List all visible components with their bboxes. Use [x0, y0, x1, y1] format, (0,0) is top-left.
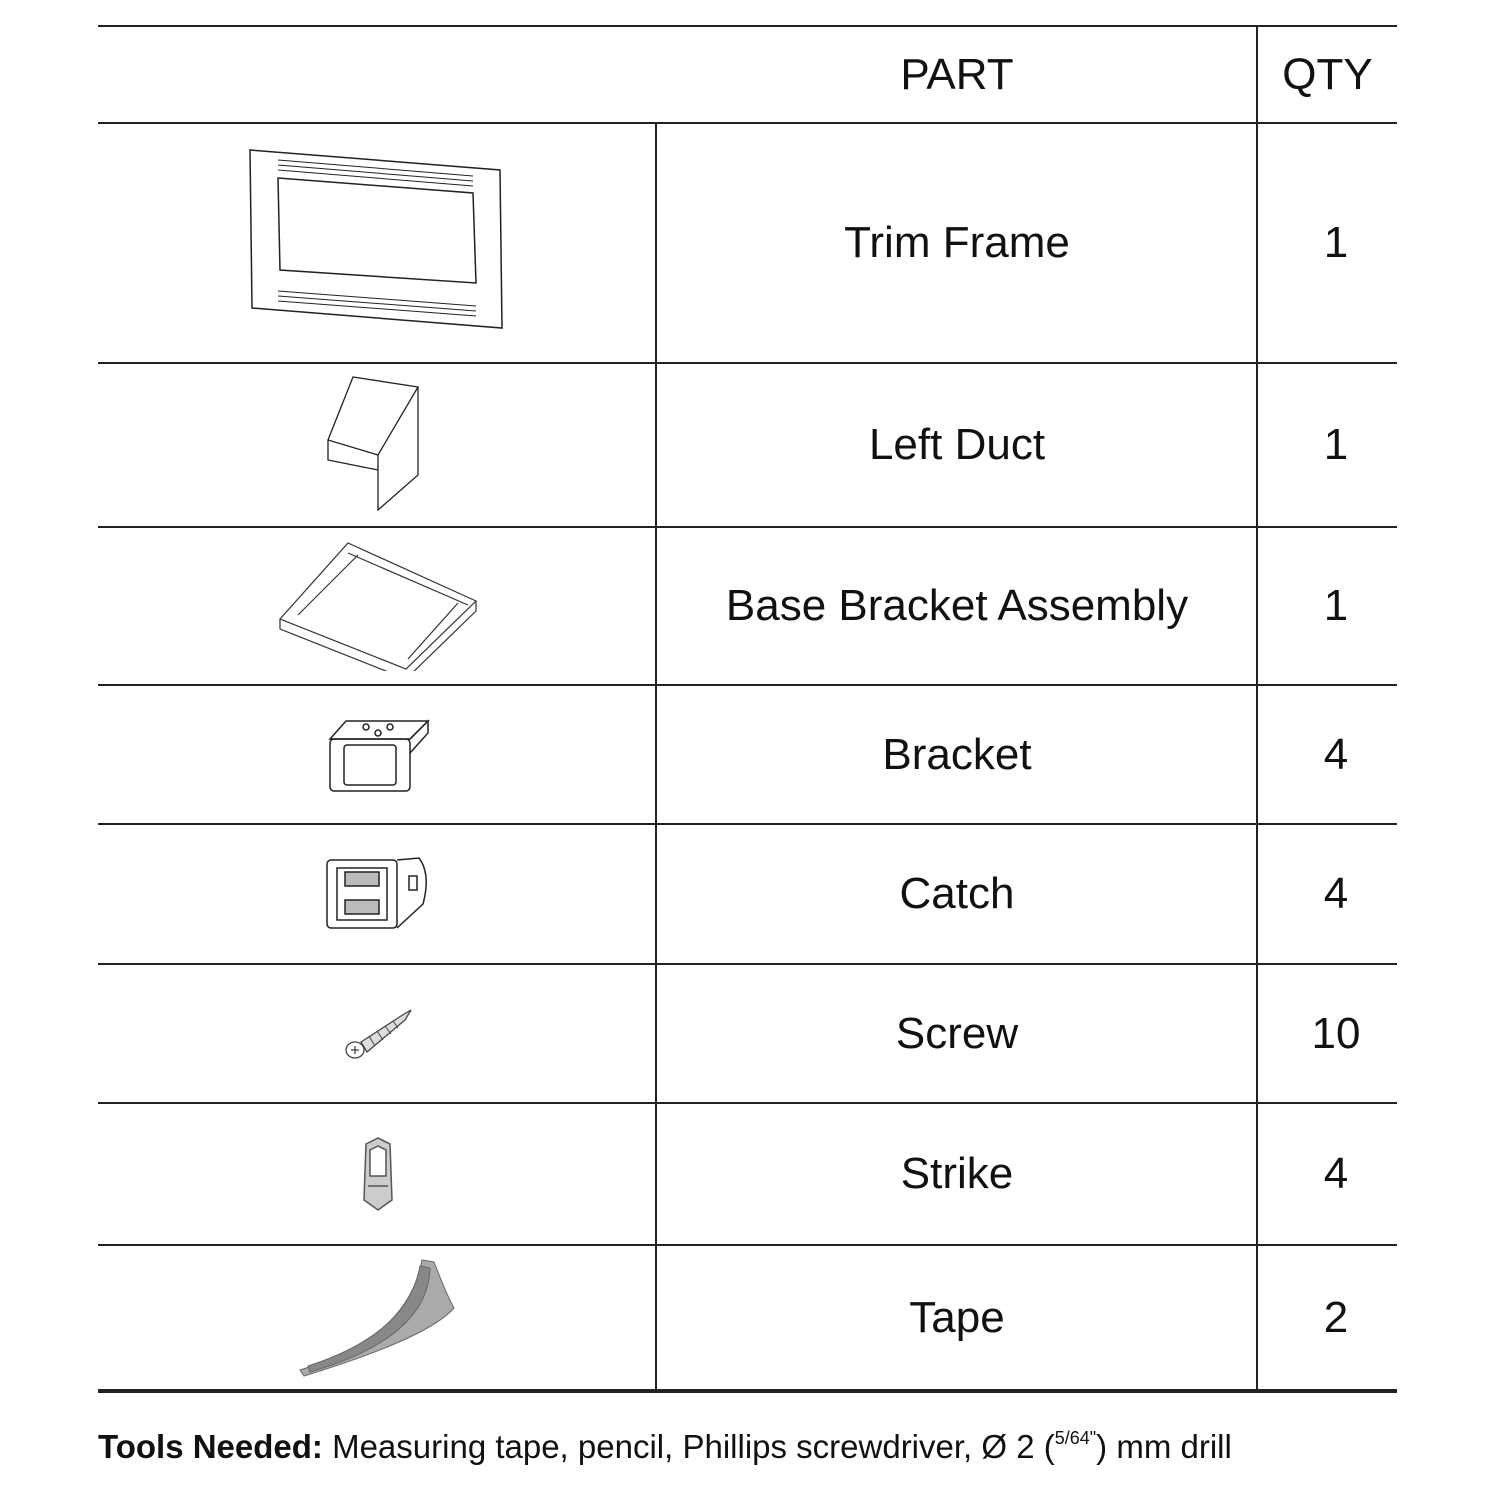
- divider: [98, 1389, 1397, 1393]
- part-qty: 1: [1323, 420, 1349, 469]
- part-qty: 4: [1323, 1149, 1349, 1198]
- bracket-icon: [100, 686, 656, 823]
- part-qty: 4: [1323, 869, 1349, 918]
- tools-needed-note: [98, 1428, 1232, 1466]
- header-part: PART: [900, 49, 1014, 99]
- part-qty: 4: [1323, 729, 1349, 779]
- base-bracket-assembly-icon: [100, 528, 656, 684]
- left-duct-icon: [100, 364, 656, 526]
- part-name: Base Bracket Assembly: [725, 581, 1189, 630]
- part-name: Bracket: [882, 729, 1032, 779]
- part-qty: 2: [1323, 1292, 1349, 1342]
- part-name: Left Duct: [868, 420, 1046, 469]
- part-name: Tape: [909, 1292, 1005, 1342]
- catch-icon: [100, 825, 656, 963]
- part-name: Trim Frame: [844, 218, 1070, 267]
- strike-icon: [100, 1104, 656, 1244]
- tools-needed-label: Tools Needed:: [98, 1428, 323, 1465]
- part-name: Screw: [895, 1008, 1019, 1058]
- part-qty: 1: [1323, 218, 1349, 267]
- drill-fraction: 5/64": [1054, 1428, 1097, 1448]
- header-qty: QTY: [1282, 49, 1373, 99]
- trim-frame-icon: [100, 124, 656, 362]
- tools-needed-text: Measuring tape, pencil, Phillips screwdriver, Ø 2 (: [322, 1428, 1055, 1465]
- part-name: Catch: [899, 869, 1015, 918]
- part-qty: 1: [1323, 581, 1349, 630]
- screw-icon: [100, 965, 656, 1102]
- tools-needed-text-end: ) mm drill: [1096, 1428, 1232, 1465]
- tape-icon: [100, 1246, 656, 1389]
- part-qty: 10: [1311, 1008, 1361, 1058]
- part-name: Strike: [900, 1149, 1014, 1198]
